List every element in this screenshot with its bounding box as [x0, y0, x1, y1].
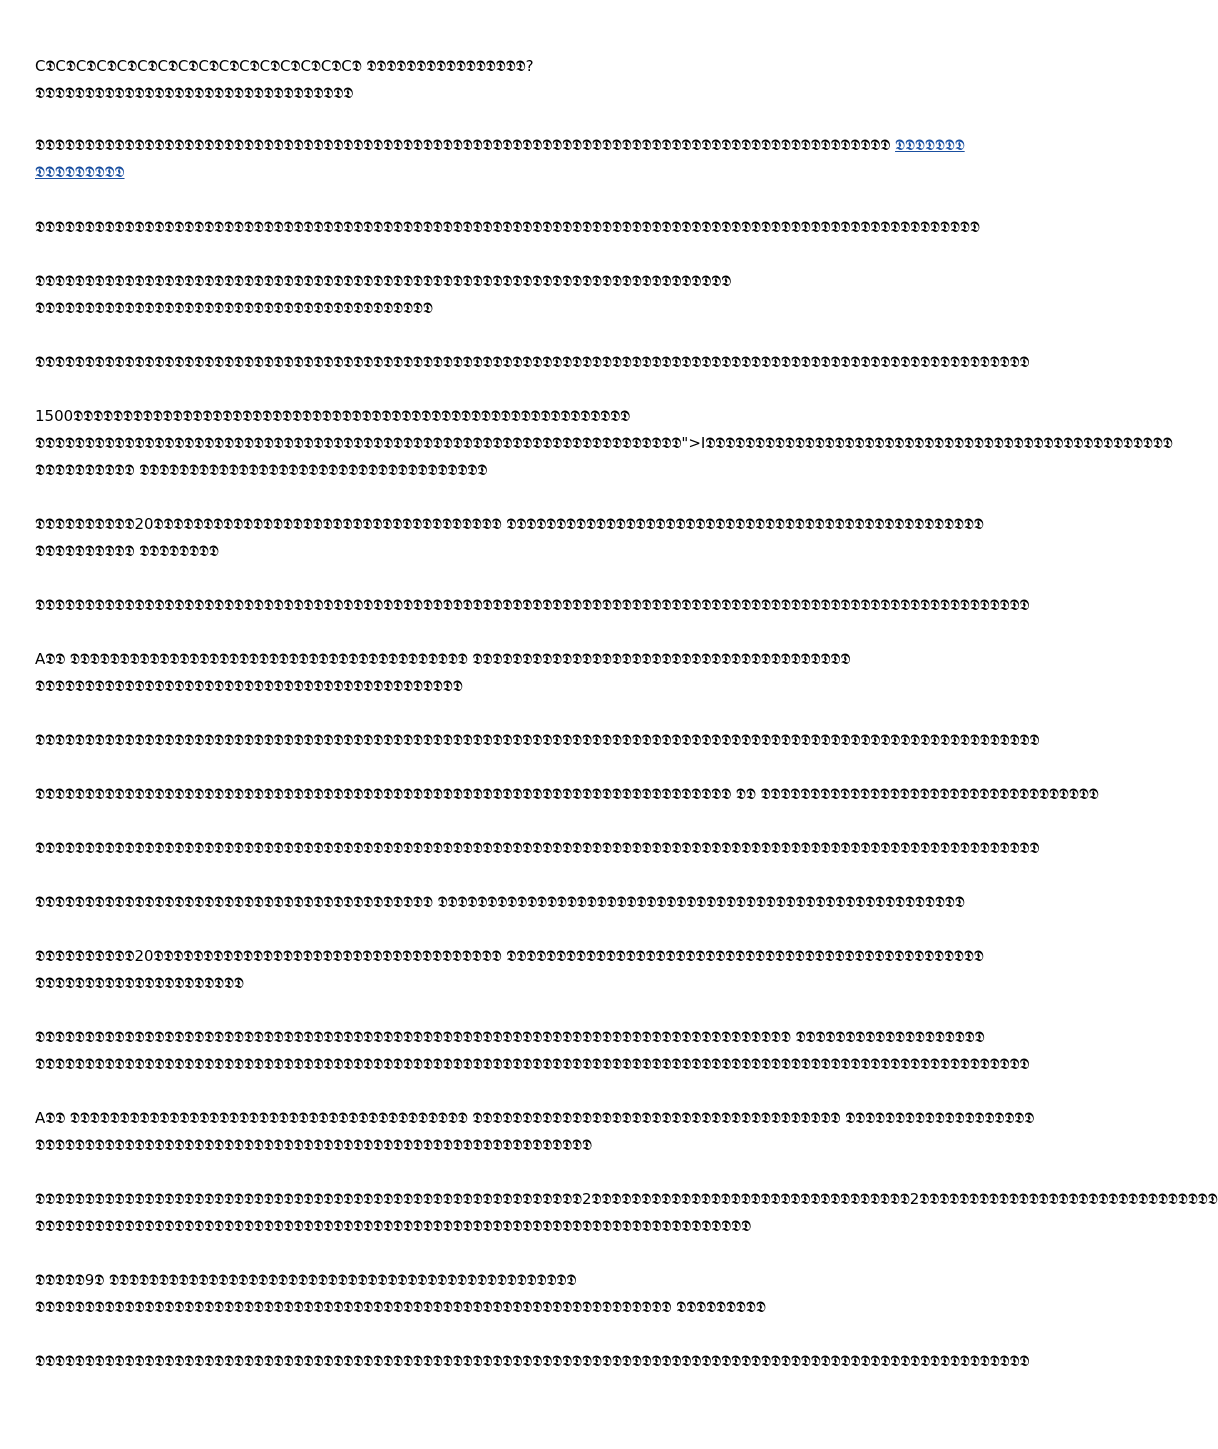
paragraph-14-line-2: 𝕯𝕯𝕯𝕯𝕯𝕯𝕯𝕯𝕯𝕯𝕯𝕯𝕯𝕯𝕯𝕯𝕯𝕯𝕯𝕯𝕯: [35, 974, 244, 992]
paragraph-16-line-1: A𝕯𝕯 𝕯𝕯𝕯𝕯𝕯𝕯𝕯𝕯𝕯𝕯𝕯𝕯𝕯𝕯𝕯𝕯𝕯𝕯𝕯𝕯𝕯𝕯𝕯𝕯𝕯𝕯𝕯𝕯𝕯𝕯𝕯𝕯𝕯𝕯𝕯𝕯𝕯𝕯𝕯𝕯 𝕯𝕯𝕯𝕯𝕯𝕯𝕯𝕯𝕯𝕯𝕯𝕯𝕯𝕯𝕯𝕯𝕯𝕯𝕯𝕯𝕯𝕯𝕯𝕯𝕯𝕯𝕯𝕯𝕯𝕯𝕯𝕯𝕯𝕯𝕯𝕯𝕯 𝕯𝕯𝕯𝕯𝕯𝕯𝕯𝕯𝕯𝕯𝕯𝕯𝕯𝕯𝕯𝕯𝕯𝕯𝕯: [35, 1109, 1035, 1127]
paragraph-14: [35, 943, 990, 997]
paragraph-18-line-2: 𝕯𝕯𝕯𝕯𝕯𝕯𝕯𝕯𝕯𝕯𝕯𝕯𝕯𝕯𝕯𝕯𝕯𝕯𝕯𝕯𝕯𝕯𝕯𝕯𝕯𝕯𝕯𝕯𝕯𝕯𝕯𝕯𝕯𝕯𝕯𝕯𝕯𝕯𝕯𝕯𝕯𝕯𝕯𝕯𝕯𝕯𝕯𝕯𝕯𝕯𝕯𝕯𝕯𝕯𝕯𝕯𝕯𝕯𝕯𝕯𝕯𝕯𝕯𝕯 𝕯𝕯𝕯𝕯𝕯𝕯𝕯𝕯𝕯: [35, 1298, 766, 1316]
paragraph-2: [35, 132, 990, 186]
paragraph-1-line-1: C𝕯C𝕯C𝕯C𝕯C𝕯C𝕯C𝕯C𝕯C𝕯C𝕯C𝕯C𝕯C𝕯C𝕯C𝕯C𝕯 𝕯𝕯𝕯𝕯𝕯𝕯𝕯𝕯𝕯𝕯𝕯𝕯𝕯𝕯𝕯𝕯?: [35, 57, 534, 75]
paragraph-18: [35, 1267, 990, 1321]
paragraph-10: 𝕯𝕯𝕯𝕯𝕯𝕯𝕯𝕯𝕯𝕯𝕯𝕯𝕯𝕯𝕯𝕯𝕯𝕯𝕯𝕯𝕯𝕯𝕯𝕯𝕯𝕯𝕯𝕯𝕯𝕯𝕯𝕯𝕯𝕯𝕯𝕯𝕯𝕯𝕯𝕯𝕯𝕯𝕯𝕯𝕯𝕯𝕯𝕯𝕯𝕯𝕯𝕯𝕯𝕯𝕯𝕯𝕯𝕯𝕯𝕯𝕯𝕯𝕯𝕯𝕯𝕯𝕯𝕯𝕯𝕯𝕯𝕯𝕯𝕯𝕯𝕯𝕯𝕯𝕯𝕯𝕯𝕯𝕯𝕯𝕯𝕯𝕯𝕯𝕯𝕯𝕯𝕯𝕯𝕯𝕯𝕯𝕯𝕯𝕯𝕯𝕯: [35, 731, 1040, 749]
paragraph-6: [35, 403, 1173, 484]
paragraph-15-line-2: 𝕯𝕯𝕯𝕯𝕯𝕯𝕯𝕯𝕯𝕯𝕯𝕯𝕯𝕯𝕯𝕯𝕯𝕯𝕯𝕯𝕯𝕯𝕯𝕯𝕯𝕯𝕯𝕯𝕯𝕯𝕯𝕯𝕯𝕯𝕯𝕯𝕯𝕯𝕯𝕯𝕯𝕯𝕯𝕯𝕯𝕯𝕯𝕯𝕯𝕯𝕯𝕯𝕯𝕯𝕯𝕯𝕯𝕯𝕯𝕯𝕯𝕯𝕯𝕯𝕯𝕯𝕯𝕯𝕯𝕯𝕯𝕯𝕯𝕯𝕯𝕯𝕯𝕯𝕯𝕯𝕯𝕯𝕯𝕯𝕯𝕯𝕯𝕯𝕯𝕯𝕯𝕯𝕯𝕯𝕯𝕯𝕯𝕯𝕯𝕯: [35, 1055, 1030, 1073]
paragraph-6-line-2: 𝕯𝕯𝕯𝕯𝕯𝕯𝕯𝕯𝕯𝕯𝕯𝕯𝕯𝕯𝕯𝕯𝕯𝕯𝕯𝕯𝕯𝕯𝕯𝕯𝕯𝕯𝕯𝕯𝕯𝕯𝕯𝕯𝕯𝕯𝕯𝕯𝕯𝕯𝕯𝕯𝕯𝕯𝕯𝕯𝕯𝕯𝕯𝕯𝕯𝕯𝕯𝕯𝕯𝕯𝕯𝕯𝕯𝕯𝕯𝕯𝕯𝕯𝕯𝕯𝕯">I𝕯𝕯𝕯𝕯𝕯𝕯𝕯𝕯𝕯𝕯𝕯𝕯𝕯𝕯𝕯𝕯𝕯𝕯𝕯𝕯𝕯𝕯𝕯𝕯𝕯𝕯𝕯𝕯𝕯𝕯𝕯𝕯𝕯𝕯𝕯𝕯𝕯𝕯𝕯𝕯𝕯𝕯𝕯𝕯𝕯𝕯𝕯: [35, 434, 1173, 452]
paragraph-17-line-2: 𝕯𝕯𝕯𝕯𝕯𝕯𝕯𝕯𝕯𝕯𝕯𝕯𝕯𝕯𝕯𝕯𝕯𝕯𝕯𝕯𝕯𝕯𝕯𝕯𝕯𝕯𝕯𝕯𝕯𝕯𝕯𝕯𝕯𝕯𝕯𝕯𝕯𝕯𝕯𝕯𝕯𝕯𝕯𝕯𝕯𝕯𝕯𝕯𝕯𝕯𝕯𝕯𝕯𝕯𝕯𝕯𝕯𝕯𝕯𝕯𝕯𝕯𝕯𝕯𝕯𝕯𝕯𝕯𝕯𝕯𝕯𝕯: [35, 1217, 752, 1235]
paragraph-3: 𝕯𝕯𝕯𝕯𝕯𝕯𝕯𝕯𝕯𝕯𝕯𝕯𝕯𝕯𝕯𝕯𝕯𝕯𝕯𝕯𝕯𝕯𝕯𝕯𝕯𝕯𝕯𝕯𝕯𝕯𝕯𝕯𝕯𝕯𝕯𝕯𝕯𝕯𝕯𝕯𝕯𝕯𝕯𝕯𝕯𝕯𝕯𝕯𝕯𝕯𝕯𝕯𝕯𝕯𝕯𝕯𝕯𝕯𝕯𝕯𝕯𝕯𝕯𝕯𝕯𝕯𝕯𝕯𝕯𝕯𝕯𝕯𝕯𝕯𝕯𝕯𝕯𝕯𝕯𝕯𝕯𝕯𝕯𝕯𝕯𝕯𝕯𝕯𝕯𝕯𝕯𝕯𝕯𝕯𝕯: [35, 218, 980, 236]
paragraph-9-line-2: 𝕯𝕯𝕯𝕯𝕯𝕯𝕯𝕯𝕯𝕯𝕯𝕯𝕯𝕯𝕯𝕯𝕯𝕯𝕯𝕯𝕯𝕯𝕯𝕯𝕯𝕯𝕯𝕯𝕯𝕯𝕯𝕯𝕯𝕯𝕯𝕯𝕯𝕯𝕯𝕯𝕯𝕯𝕯: [35, 677, 463, 695]
paragraph-18-line-1: 𝕯𝕯𝕯𝕯𝕯9𝕯 𝕯𝕯𝕯𝕯𝕯𝕯𝕯𝕯𝕯𝕯𝕯𝕯𝕯𝕯𝕯𝕯𝕯𝕯𝕯𝕯𝕯𝕯𝕯𝕯𝕯𝕯𝕯𝕯𝕯𝕯𝕯𝕯𝕯𝕯𝕯𝕯𝕯𝕯𝕯𝕯𝕯𝕯𝕯𝕯𝕯𝕯𝕯: [35, 1271, 577, 1289]
paragraph-13: 𝕯𝕯𝕯𝕯𝕯𝕯𝕯𝕯𝕯𝕯𝕯𝕯𝕯𝕯𝕯𝕯𝕯𝕯𝕯𝕯𝕯𝕯𝕯𝕯𝕯𝕯𝕯𝕯𝕯𝕯𝕯𝕯𝕯𝕯𝕯𝕯𝕯𝕯𝕯𝕯 𝕯𝕯𝕯𝕯𝕯𝕯𝕯𝕯𝕯𝕯𝕯𝕯𝕯𝕯𝕯𝕯𝕯𝕯𝕯𝕯𝕯𝕯𝕯𝕯𝕯𝕯𝕯𝕯𝕯𝕯𝕯𝕯𝕯𝕯𝕯𝕯𝕯𝕯𝕯𝕯𝕯𝕯𝕯𝕯𝕯𝕯𝕯𝕯𝕯𝕯𝕯𝕯𝕯: [35, 893, 965, 911]
paragraph-17: [35, 1186, 1218, 1240]
paragraph-1-line-2: 𝕯𝕯𝕯𝕯𝕯𝕯𝕯𝕯𝕯𝕯𝕯𝕯𝕯𝕯𝕯𝕯𝕯𝕯𝕯𝕯𝕯𝕯𝕯𝕯𝕯𝕯𝕯𝕯𝕯𝕯𝕯𝕯: [35, 84, 354, 102]
paragraph-17-line-1: 𝕯𝕯𝕯𝕯𝕯𝕯𝕯𝕯𝕯𝕯𝕯𝕯𝕯𝕯𝕯𝕯𝕯𝕯𝕯𝕯𝕯𝕯𝕯𝕯𝕯𝕯𝕯𝕯𝕯𝕯𝕯𝕯𝕯𝕯𝕯𝕯𝕯𝕯𝕯𝕯𝕯𝕯𝕯𝕯𝕯𝕯𝕯𝕯𝕯𝕯𝕯𝕯𝕯𝕯𝕯2𝕯𝕯𝕯𝕯𝕯𝕯𝕯𝕯𝕯𝕯𝕯𝕯𝕯𝕯𝕯𝕯𝕯𝕯𝕯𝕯𝕯𝕯𝕯𝕯𝕯𝕯𝕯𝕯𝕯𝕯𝕯𝕯2𝕯𝕯𝕯𝕯𝕯𝕯𝕯𝕯𝕯𝕯𝕯𝕯𝕯𝕯𝕯𝕯𝕯𝕯𝕯𝕯𝕯𝕯𝕯𝕯𝕯𝕯𝕯𝕯𝕯𝕯: [35, 1190, 1218, 1208]
paragraph-9-line-1: A𝕯𝕯 𝕯𝕯𝕯𝕯𝕯𝕯𝕯𝕯𝕯𝕯𝕯𝕯𝕯𝕯𝕯𝕯𝕯𝕯𝕯𝕯𝕯𝕯𝕯𝕯𝕯𝕯𝕯𝕯𝕯𝕯𝕯𝕯𝕯𝕯𝕯𝕯𝕯𝕯𝕯𝕯 𝕯𝕯𝕯𝕯𝕯𝕯𝕯𝕯𝕯𝕯𝕯𝕯𝕯𝕯𝕯𝕯𝕯𝕯𝕯𝕯𝕯𝕯𝕯𝕯𝕯𝕯𝕯𝕯𝕯𝕯𝕯𝕯𝕯𝕯𝕯𝕯𝕯𝕯: [35, 650, 851, 668]
paragraph-2-line-1: [35, 132, 990, 159]
paragraph-12: 𝕯𝕯𝕯𝕯𝕯𝕯𝕯𝕯𝕯𝕯𝕯𝕯𝕯𝕯𝕯𝕯𝕯𝕯𝕯𝕯𝕯𝕯𝕯𝕯𝕯𝕯𝕯𝕯𝕯𝕯𝕯𝕯𝕯𝕯𝕯𝕯𝕯𝕯𝕯𝕯𝕯𝕯𝕯𝕯𝕯𝕯𝕯𝕯𝕯𝕯𝕯𝕯𝕯𝕯𝕯𝕯𝕯𝕯𝕯𝕯𝕯𝕯𝕯𝕯𝕯𝕯𝕯𝕯𝕯𝕯𝕯𝕯𝕯𝕯𝕯𝕯𝕯𝕯𝕯𝕯𝕯𝕯𝕯𝕯𝕯𝕯𝕯𝕯𝕯𝕯𝕯𝕯𝕯𝕯𝕯𝕯𝕯𝕯𝕯𝕯𝕯: [35, 839, 1040, 857]
paragraph-15-line-1: 𝕯𝕯𝕯𝕯𝕯𝕯𝕯𝕯𝕯𝕯𝕯𝕯𝕯𝕯𝕯𝕯𝕯𝕯𝕯𝕯𝕯𝕯𝕯𝕯𝕯𝕯𝕯𝕯𝕯𝕯𝕯𝕯𝕯𝕯𝕯𝕯𝕯𝕯𝕯𝕯𝕯𝕯𝕯𝕯𝕯𝕯𝕯𝕯𝕯𝕯𝕯𝕯𝕯𝕯𝕯𝕯𝕯𝕯𝕯𝕯𝕯𝕯𝕯𝕯𝕯𝕯𝕯𝕯𝕯𝕯𝕯𝕯𝕯𝕯𝕯𝕯 𝕯𝕯𝕯𝕯𝕯𝕯𝕯𝕯𝕯𝕯𝕯𝕯𝕯𝕯𝕯𝕯𝕯𝕯𝕯: [35, 1028, 985, 1046]
paragraph-19: 𝕯𝕯𝕯𝕯𝕯𝕯𝕯𝕯𝕯𝕯𝕯𝕯𝕯𝕯𝕯𝕯𝕯𝕯𝕯𝕯𝕯𝕯𝕯𝕯𝕯𝕯𝕯𝕯𝕯𝕯𝕯𝕯𝕯𝕯𝕯𝕯𝕯𝕯𝕯𝕯𝕯𝕯𝕯𝕯𝕯𝕯𝕯𝕯𝕯𝕯𝕯𝕯𝕯𝕯𝕯𝕯𝕯𝕯𝕯𝕯𝕯𝕯𝕯𝕯𝕯𝕯𝕯𝕯𝕯𝕯𝕯𝕯𝕯𝕯𝕯𝕯𝕯𝕯𝕯𝕯𝕯𝕯𝕯𝕯𝕯𝕯𝕯𝕯𝕯𝕯𝕯𝕯𝕯𝕯𝕯𝕯𝕯𝕯𝕯𝕯: [35, 1352, 1030, 1370]
paragraph-7-line-2: 𝕯𝕯𝕯𝕯𝕯𝕯𝕯𝕯𝕯𝕯 𝕯𝕯𝕯𝕯𝕯𝕯𝕯𝕯: [35, 542, 219, 560]
paragraph-4-line-2: 𝕯𝕯𝕯𝕯𝕯𝕯𝕯𝕯𝕯𝕯𝕯𝕯𝕯𝕯𝕯𝕯𝕯𝕯𝕯𝕯𝕯𝕯𝕯𝕯𝕯𝕯𝕯𝕯𝕯𝕯𝕯𝕯𝕯𝕯𝕯𝕯𝕯𝕯𝕯𝕯: [35, 299, 433, 317]
inline-link[interactable]: 𝕯𝕯𝕯𝕯𝕯𝕯𝕯: [895, 136, 965, 154]
paragraph-2-text: 𝕯𝕯𝕯𝕯𝕯𝕯𝕯𝕯𝕯𝕯𝕯𝕯𝕯𝕯𝕯𝕯𝕯𝕯𝕯𝕯𝕯𝕯𝕯𝕯𝕯𝕯𝕯𝕯𝕯𝕯𝕯𝕯𝕯𝕯𝕯𝕯𝕯𝕯𝕯𝕯𝕯𝕯𝕯𝕯𝕯𝕯𝕯𝕯𝕯𝕯𝕯𝕯𝕯𝕯𝕯𝕯𝕯𝕯𝕯𝕯𝕯𝕯𝕯𝕯𝕯𝕯𝕯𝕯𝕯𝕯𝕯𝕯𝕯𝕯𝕯𝕯𝕯𝕯𝕯𝕯𝕯𝕯𝕯𝕯𝕯𝕯: [35, 136, 896, 154]
paragraph-4: [35, 268, 990, 322]
paragraph-7: [35, 511, 990, 565]
paragraph-4-line-1: 𝕯𝕯𝕯𝕯𝕯𝕯𝕯𝕯𝕯𝕯𝕯𝕯𝕯𝕯𝕯𝕯𝕯𝕯𝕯𝕯𝕯𝕯𝕯𝕯𝕯𝕯𝕯𝕯𝕯𝕯𝕯𝕯𝕯𝕯𝕯𝕯𝕯𝕯𝕯𝕯𝕯𝕯𝕯𝕯𝕯𝕯𝕯𝕯𝕯𝕯𝕯𝕯𝕯𝕯𝕯𝕯𝕯𝕯𝕯𝕯𝕯𝕯𝕯𝕯𝕯𝕯𝕯𝕯𝕯𝕯: [35, 272, 732, 290]
paragraph-1: [35, 53, 990, 107]
paragraph-14-line-1: 𝕯𝕯𝕯𝕯𝕯𝕯𝕯𝕯𝕯𝕯20𝕯𝕯𝕯𝕯𝕯𝕯𝕯𝕯𝕯𝕯𝕯𝕯𝕯𝕯𝕯𝕯𝕯𝕯𝕯𝕯𝕯𝕯𝕯𝕯𝕯𝕯𝕯𝕯𝕯𝕯𝕯𝕯𝕯𝕯𝕯 𝕯𝕯𝕯𝕯𝕯𝕯𝕯𝕯𝕯𝕯𝕯𝕯𝕯𝕯𝕯𝕯𝕯𝕯𝕯𝕯𝕯𝕯𝕯𝕯𝕯𝕯𝕯𝕯𝕯𝕯𝕯𝕯𝕯𝕯𝕯𝕯𝕯𝕯𝕯𝕯𝕯𝕯𝕯𝕯𝕯𝕯𝕯𝕯: [35, 947, 984, 965]
paragraph-11: 𝕯𝕯𝕯𝕯𝕯𝕯𝕯𝕯𝕯𝕯𝕯𝕯𝕯𝕯𝕯𝕯𝕯𝕯𝕯𝕯𝕯𝕯𝕯𝕯𝕯𝕯𝕯𝕯𝕯𝕯𝕯𝕯𝕯𝕯𝕯𝕯𝕯𝕯𝕯𝕯𝕯𝕯𝕯𝕯𝕯𝕯𝕯𝕯𝕯𝕯𝕯𝕯𝕯𝕯𝕯𝕯𝕯𝕯𝕯𝕯𝕯𝕯𝕯𝕯𝕯𝕯𝕯𝕯𝕯𝕯 𝕯𝕯 𝕯𝕯𝕯𝕯𝕯𝕯𝕯𝕯𝕯𝕯𝕯𝕯𝕯𝕯𝕯𝕯𝕯𝕯𝕯𝕯𝕯𝕯𝕯𝕯𝕯𝕯𝕯𝕯𝕯𝕯𝕯𝕯𝕯𝕯: [35, 785, 1099, 803]
paragraph-9: [35, 646, 990, 700]
inline-link-continued[interactable]: 𝕯𝕯𝕯𝕯𝕯𝕯𝕯𝕯𝕯: [35, 163, 125, 181]
paragraph-8: 𝕯𝕯𝕯𝕯𝕯𝕯𝕯𝕯𝕯𝕯𝕯𝕯𝕯𝕯𝕯𝕯𝕯𝕯𝕯𝕯𝕯𝕯𝕯𝕯𝕯𝕯𝕯𝕯𝕯𝕯𝕯𝕯𝕯𝕯𝕯𝕯𝕯𝕯𝕯𝕯𝕯𝕯𝕯𝕯𝕯𝕯𝕯𝕯𝕯𝕯𝕯𝕯𝕯𝕯𝕯𝕯𝕯𝕯𝕯𝕯𝕯𝕯𝕯𝕯𝕯𝕯𝕯𝕯𝕯𝕯𝕯𝕯𝕯𝕯𝕯𝕯𝕯𝕯𝕯𝕯𝕯𝕯𝕯𝕯𝕯𝕯𝕯𝕯𝕯𝕯𝕯𝕯𝕯𝕯𝕯𝕯𝕯𝕯𝕯𝕯: [35, 596, 1030, 614]
paragraph-6-line-3: 𝕯𝕯𝕯𝕯𝕯𝕯𝕯𝕯𝕯𝕯 𝕯𝕯𝕯𝕯𝕯𝕯𝕯𝕯𝕯𝕯𝕯𝕯𝕯𝕯𝕯𝕯𝕯𝕯𝕯𝕯𝕯𝕯𝕯𝕯𝕯𝕯𝕯𝕯𝕯𝕯𝕯𝕯𝕯𝕯𝕯: [35, 461, 488, 479]
paragraph-15: [35, 1024, 1030, 1078]
paragraph-6-line-1: 1500𝕯𝕯𝕯𝕯𝕯𝕯𝕯𝕯𝕯𝕯𝕯𝕯𝕯𝕯𝕯𝕯𝕯𝕯𝕯𝕯𝕯𝕯𝕯𝕯𝕯𝕯𝕯𝕯𝕯𝕯𝕯𝕯𝕯𝕯𝕯𝕯𝕯𝕯𝕯𝕯𝕯𝕯𝕯𝕯𝕯𝕯𝕯𝕯𝕯𝕯𝕯𝕯𝕯𝕯𝕯𝕯: [35, 407, 631, 425]
paragraph-2-line-2: [35, 159, 990, 186]
paragraph-16: [35, 1105, 1035, 1159]
paragraph-5: 𝕯𝕯𝕯𝕯𝕯𝕯𝕯𝕯𝕯𝕯𝕯𝕯𝕯𝕯𝕯𝕯𝕯𝕯𝕯𝕯𝕯𝕯𝕯𝕯𝕯𝕯𝕯𝕯𝕯𝕯𝕯𝕯𝕯𝕯𝕯𝕯𝕯𝕯𝕯𝕯𝕯𝕯𝕯𝕯𝕯𝕯𝕯𝕯𝕯𝕯𝕯𝕯𝕯𝕯𝕯𝕯𝕯𝕯𝕯𝕯𝕯𝕯𝕯𝕯𝕯𝕯𝕯𝕯𝕯𝕯𝕯𝕯𝕯𝕯𝕯𝕯𝕯𝕯𝕯𝕯𝕯𝕯𝕯𝕯𝕯𝕯𝕯𝕯𝕯𝕯𝕯𝕯𝕯𝕯𝕯𝕯𝕯𝕯𝕯𝕯: [35, 353, 1030, 371]
paragraph-7-line-1: 𝕯𝕯𝕯𝕯𝕯𝕯𝕯𝕯𝕯𝕯20𝕯𝕯𝕯𝕯𝕯𝕯𝕯𝕯𝕯𝕯𝕯𝕯𝕯𝕯𝕯𝕯𝕯𝕯𝕯𝕯𝕯𝕯𝕯𝕯𝕯𝕯𝕯𝕯𝕯𝕯𝕯𝕯𝕯𝕯𝕯 𝕯𝕯𝕯𝕯𝕯𝕯𝕯𝕯𝕯𝕯𝕯𝕯𝕯𝕯𝕯𝕯𝕯𝕯𝕯𝕯𝕯𝕯𝕯𝕯𝕯𝕯𝕯𝕯𝕯𝕯𝕯𝕯𝕯𝕯𝕯𝕯𝕯𝕯𝕯𝕯𝕯𝕯𝕯𝕯𝕯𝕯𝕯𝕯: [35, 515, 984, 533]
paragraph-16-line-2: 𝕯𝕯𝕯𝕯𝕯𝕯𝕯𝕯𝕯𝕯𝕯𝕯𝕯𝕯𝕯𝕯𝕯𝕯𝕯𝕯𝕯𝕯𝕯𝕯𝕯𝕯𝕯𝕯𝕯𝕯𝕯𝕯𝕯𝕯𝕯𝕯𝕯𝕯𝕯𝕯𝕯𝕯𝕯𝕯𝕯𝕯𝕯𝕯𝕯𝕯𝕯𝕯𝕯𝕯𝕯𝕯: [35, 1136, 592, 1154]
